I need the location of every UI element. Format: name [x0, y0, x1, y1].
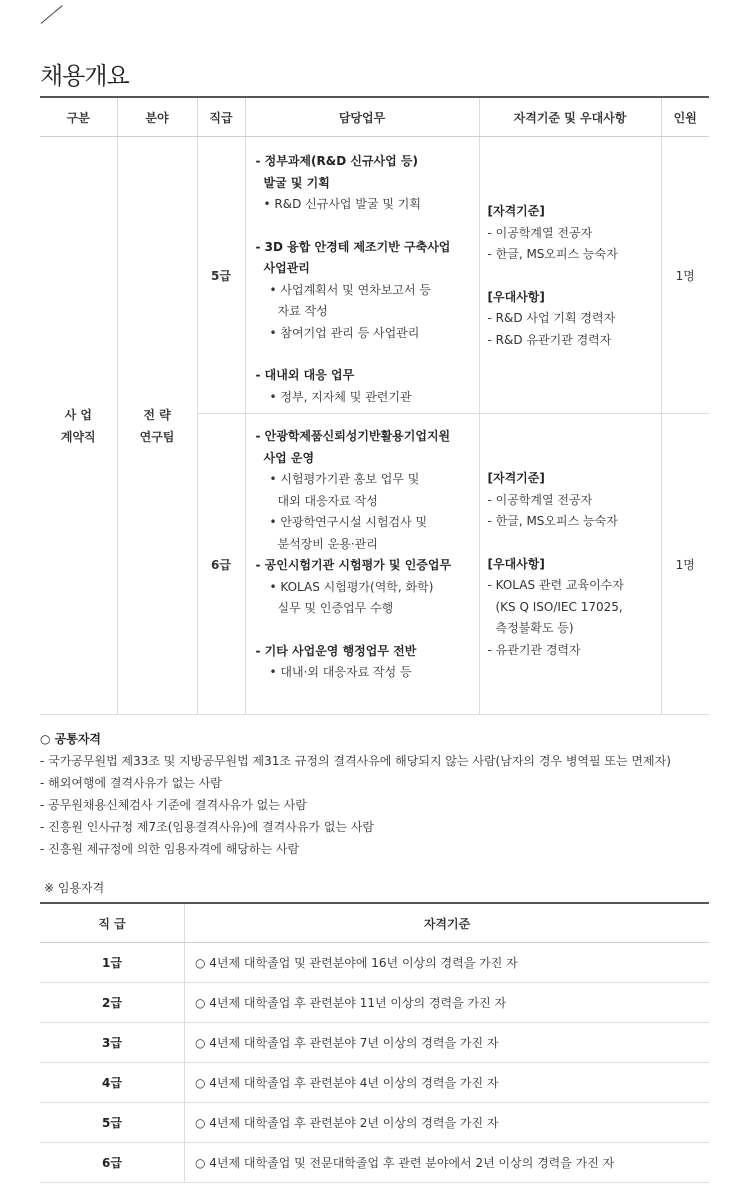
- grade-cell: 3급: [40, 1023, 185, 1063]
- duty-line: 발굴 및 기획: [263, 175, 330, 190]
- duty-line: - 대내외 대응 업무: [255, 368, 355, 382]
- qualifications-cell: [479, 137, 661, 414]
- header-duties: 담당업무: [245, 97, 479, 137]
- duties-cell: [245, 137, 479, 414]
- duty-line: 사업 운영: [263, 450, 315, 465]
- table-row: [40, 983, 709, 1023]
- duty-line: • 참여기업 관리 등 사업관리: [269, 325, 420, 340]
- duty-line: • KOLAS 시험평가(역학, 화학): [269, 579, 434, 594]
- criteria-cell: ○ 4년제 대학졸업 및 전문대학졸업 후 관련 분야에서 2년 이상의 경력을 가진 자: [185, 1143, 710, 1183]
- category-line-2: 계약직: [60, 429, 96, 444]
- qual-line: [자격기준]: [487, 204, 545, 218]
- duty-line: • 안광학연구시설 시험검사 및: [269, 515, 428, 529]
- duty-line: • 정부, 지자체 및 관련기관: [269, 389, 412, 404]
- list-item: - 해외여행에 결격사유가 없는 사람: [40, 776, 222, 790]
- header-grade: 직 급: [40, 903, 185, 943]
- appointment-table: [40, 902, 709, 1183]
- duty-line: 자료 작성: [277, 304, 328, 318]
- qual-line: [자격기준]: [487, 471, 545, 485]
- common-qualifications-title: ○ 공통자격: [40, 732, 102, 746]
- list-item: - 공무원채용신체검사 기준에 결격사유가 없는 사람: [40, 798, 307, 812]
- headcount-cell: 1명: [661, 137, 709, 414]
- qual-line: - R&D 사업 기획 경력자: [487, 311, 616, 325]
- headcount-cell: 1명: [661, 414, 709, 715]
- grade-cell: 1급: [40, 943, 185, 983]
- duty-line: - 정부과제(R&D 신규사업 등): [255, 154, 418, 168]
- grade-cell: 5급: [40, 1103, 185, 1143]
- appointment-note: ※ 임용자격: [44, 881, 105, 895]
- grade-cell: 4급: [40, 1063, 185, 1103]
- duty-line: • 사업계획서 및 연차보고서 등: [269, 282, 431, 297]
- table-row: [40, 137, 709, 414]
- header-field: 분야: [117, 97, 197, 137]
- criteria-cell: ○ 4년제 대학졸업 후 관련분야 7년 이상의 경력을 가진 자: [185, 1023, 710, 1063]
- qual-line: [우대사항]: [487, 289, 545, 304]
- list-item: - 국가공무원법 제33조 및 지방공무원법 제31조 규정의 결격사유에 해당되지 않는 사람(남자의 경우 병역필 또는 면제자): [40, 754, 671, 768]
- table-row: [40, 1023, 709, 1063]
- duty-line: • R&D 신규사업 발굴 및 기획: [263, 197, 421, 211]
- duty-line: - 공인시험기관 시험평가 및 인증업무: [255, 558, 452, 572]
- criteria-cell: ○ 4년제 대학졸업 후 관련분야 2년 이상의 경력을 가진 자: [185, 1103, 710, 1143]
- grade-cell: 6급: [40, 1143, 185, 1183]
- list-item: - 진흥원 인사규정 제7조(임용결격사유)에 결격사유가 없는 사람: [40, 820, 375, 834]
- qual-line: [우대사항]: [487, 556, 545, 571]
- recruitment-table: [40, 96, 709, 715]
- duty-line: • 대내·외 대응자료 작성 등: [269, 665, 412, 679]
- header-headcount: 인원: [661, 97, 709, 137]
- table-header-row: [40, 97, 709, 137]
- list-item: - 진흥원 제규정에 의한 임용자격에 해당하는 사람: [40, 842, 300, 856]
- table-header-row: [40, 903, 709, 943]
- page-title: 채용개요: [40, 62, 129, 90]
- header-category: 구분: [40, 97, 117, 137]
- duty-line: 실무 및 인증업무 수행: [277, 601, 394, 615]
- grade-cell: 6급: [197, 414, 245, 715]
- qual-line: - 한글, MS오피스 능숙자: [487, 514, 618, 528]
- qual-line: (KS Q ISO/IEC 17025,: [495, 599, 623, 614]
- slash-decoration-icon: [41, 5, 63, 24]
- criteria-cell: ○ 4년제 대학졸업 및 관련분야에 16년 이상의 경력을 가진 자: [185, 943, 710, 983]
- field-line-2: 연구팀: [139, 429, 175, 444]
- field-cell: [117, 137, 197, 715]
- duty-line: - 안광학제품신뢰성기반활용기업지원: [255, 429, 451, 443]
- table-row: [40, 1143, 709, 1183]
- qualifications-cell: [479, 414, 661, 715]
- table-row: [40, 1103, 709, 1143]
- criteria-cell: ○ 4년제 대학졸업 후 관련분야 11년 이상의 경력을 가진 자: [185, 983, 710, 1023]
- header-qualifications: 자격기준 및 우대사항: [479, 97, 661, 137]
- duties-cell: [245, 414, 479, 715]
- duty-line: - 3D 융합 안경테 제조기반 구축사업: [255, 239, 451, 254]
- field-line-1: 전 략: [143, 407, 171, 422]
- category-line-1: 사 업: [64, 407, 92, 422]
- qual-line: - 이공학계열 전공자: [487, 225, 593, 240]
- grade-cell: 2급: [40, 983, 185, 1023]
- criteria-cell: ○ 4년제 대학졸업 후 관련분야 4년 이상의 경력을 가진 자: [185, 1063, 710, 1103]
- duty-line: 사업관리: [263, 261, 310, 275]
- qual-line: - 한글, MS오피스 능숙자: [487, 247, 618, 261]
- grade-cell: 5급: [197, 137, 245, 414]
- category-cell: [40, 137, 117, 715]
- duty-line: - 기타 사업운영 행정업무 전반: [255, 643, 417, 658]
- qual-line: - 유관기관 경력자: [487, 642, 581, 657]
- qual-line: - 이공학계열 전공자: [487, 492, 593, 507]
- duty-line: • 시험평가기관 홍보 업무 및: [269, 472, 420, 486]
- table-row: [40, 1063, 709, 1103]
- qual-line: - KOLAS 관련 교육이수자: [487, 578, 624, 592]
- table-row: [40, 943, 709, 983]
- duty-line: 분석장비 운용·관리: [277, 536, 378, 551]
- common-qualifications: [40, 728, 740, 860]
- qual-line: - R&D 유관기관 경력자: [487, 332, 612, 347]
- header-criteria: 자격기준: [185, 903, 710, 943]
- header-grade: 직급: [197, 97, 245, 137]
- duty-line: 대외 대응자료 작성: [277, 493, 378, 508]
- qual-line: 측정불확도 등): [495, 621, 574, 635]
